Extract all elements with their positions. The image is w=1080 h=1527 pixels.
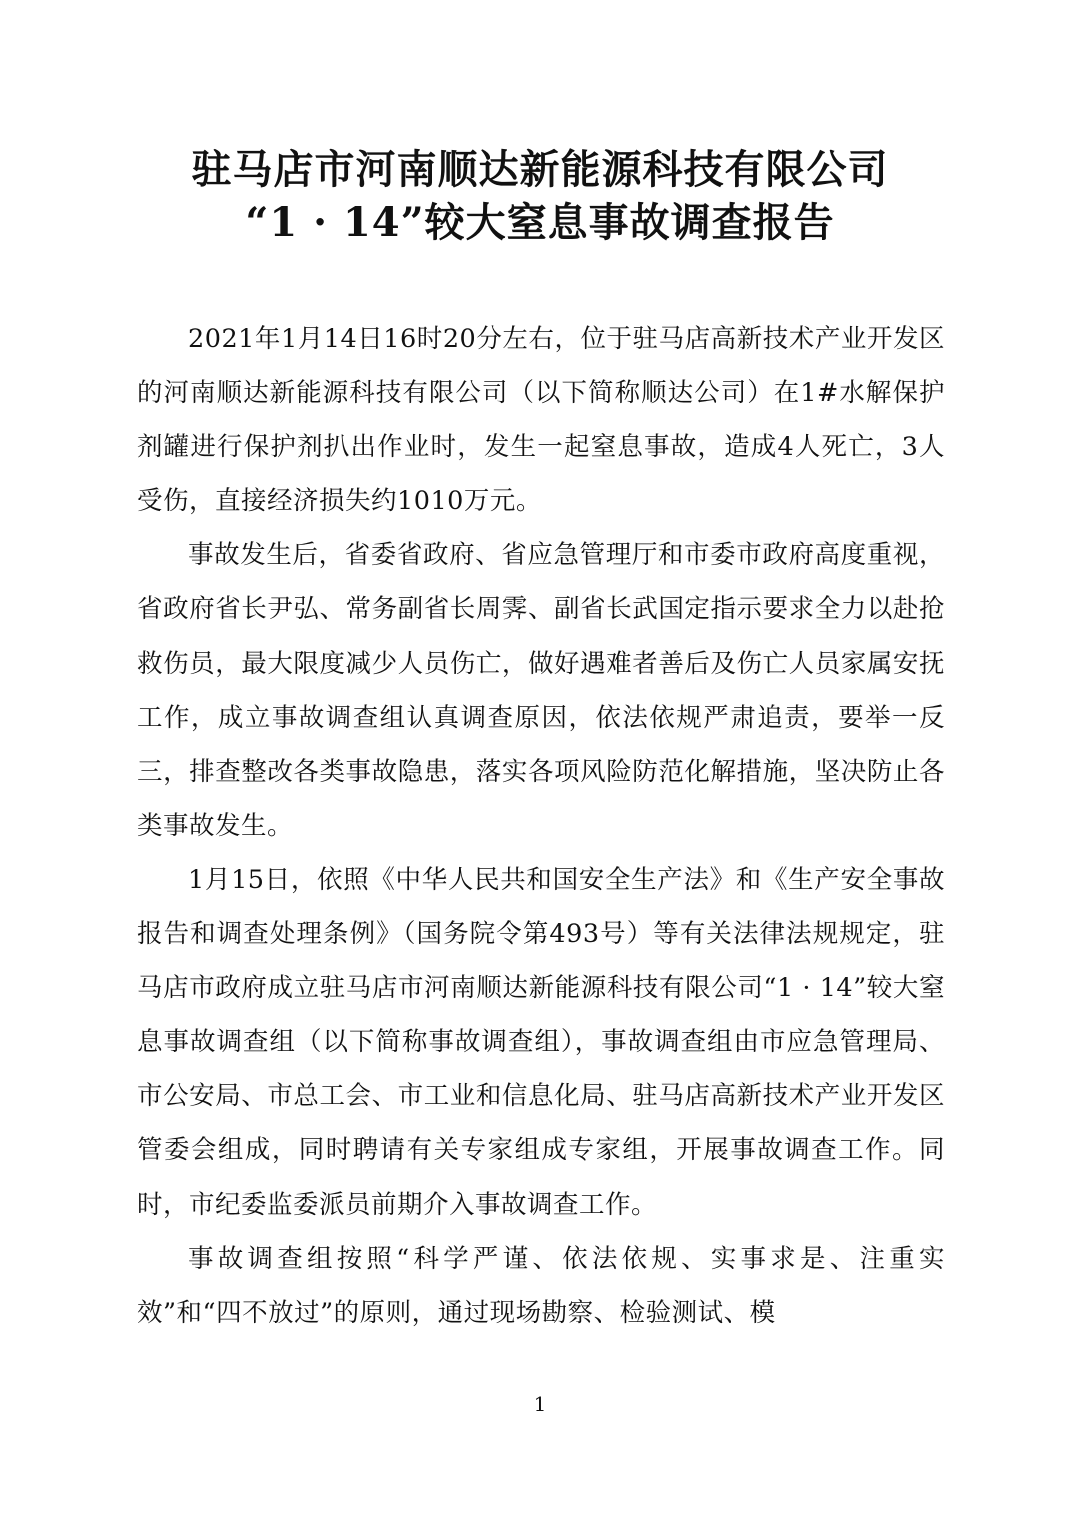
paragraph-incident-summary: 2021年1月14日16时20分左右，位于驻马店高新技术产业开发区的河南顺达新能源科技有限公司（以下简称顺达公司）在1#水解保护剂罐进行保护剂扒出作业时，发生一起窒息事故，造成4人死亡，3人受伤，直接经济损失约1010万元。 xyxy=(137,324,945,517)
report-title-line-2: “1 · 14”较大窒息事故调查报告 xyxy=(245,199,835,246)
paragraph-government-response: 事故发生后，省委省政府、省应急管理厅和市委市政府高度重视，省政府省长尹弘、常务副省长周霁、副省长武国定指示要求全力以赴抢救伤员，最大限度减少人员伤亡，做好遇难者善后及伤亡人员家属安抚工作，成立事故调查组认真调查原因，依法依规严肃追责，要举一反三，排查整改各类事故隐患，落实各项风险防范化解措施，坚决防止各类事故发生。 xyxy=(137,540,945,841)
report-body xyxy=(137,312,945,1340)
page-number: 1 xyxy=(533,1392,547,1416)
paragraph-investigation-team: 1月15日，依照《中华人民共和国安全生产法》和《生产安全事故报告和调查处理条例》（国务院令第493号）等有关法律法规规定，驻马店市政府成立驻马店市河南顺达新能源科技有限公司“1 · 14”较大窒息事故调查组（以下简称事故调查组），事故调查组由市应急管理局、市公安局、市总工会、市工业和信息化局、驻马店高新技术产业开发区管委会组成，同时聘请有关专家组成专家组，开展事故调查工作。同时，市纪委监委派员前期介入事故调查工作。 xyxy=(137,864,945,1220)
report-title-line-1: 驻马店市河南顺达新能源科技有限公司 xyxy=(191,146,889,193)
paragraph-investigation-principles: 事故调查组按照“科学严谨、依法依规、实事求是、注重实效”和“四不放过”的原则，通过现场勘察、检验测试、模 xyxy=(137,1243,945,1328)
